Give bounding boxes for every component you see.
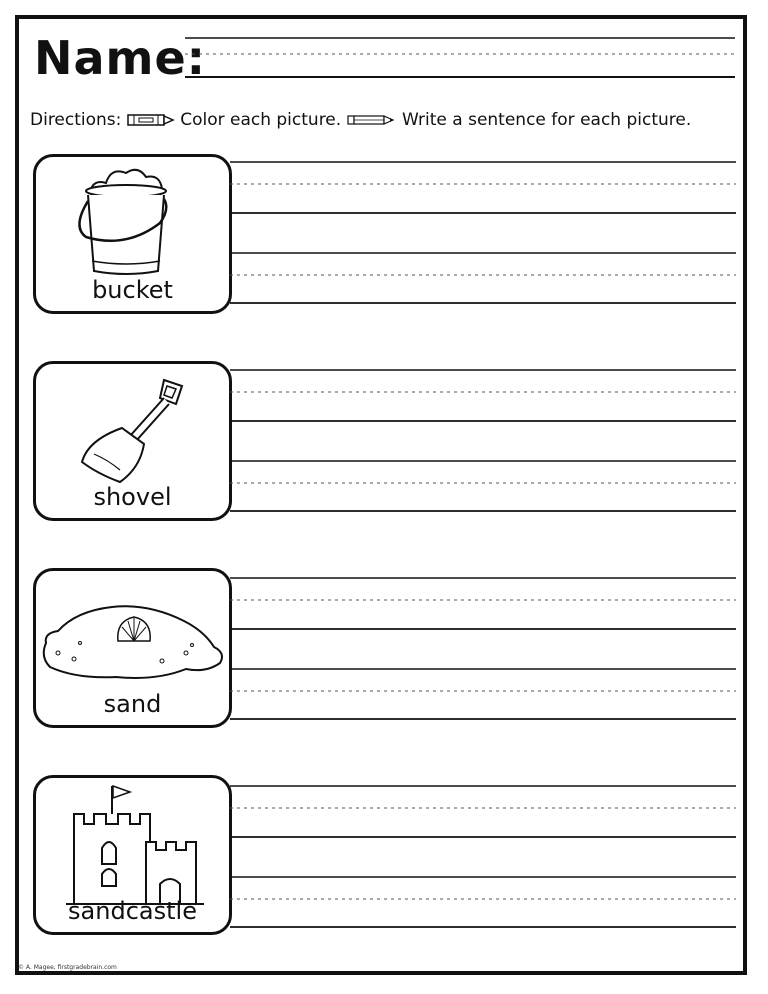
directions-label: Directions: xyxy=(30,110,122,130)
writing-lines-sand[interactable] xyxy=(230,568,736,728)
picture-card-bucket[interactable] xyxy=(33,154,232,314)
pencil-icon xyxy=(347,112,397,128)
writing-lines-bucket[interactable] xyxy=(230,152,736,312)
name-write-line[interactable] xyxy=(185,36,735,80)
name-label: Name: xyxy=(34,31,207,85)
writing-lines-sandcastle[interactable] xyxy=(230,776,736,936)
item-word: shovel xyxy=(93,483,172,511)
crayon-icon xyxy=(127,112,175,128)
directions xyxy=(30,108,691,132)
direction-step-color: Color each picture. xyxy=(180,110,342,130)
item-word: bucket xyxy=(92,276,173,304)
item-word: sand xyxy=(103,690,162,718)
item-word: sandcastle xyxy=(68,897,197,925)
picture-card-sand[interactable] xyxy=(33,568,232,728)
copyright-footer: © A. Magee, firstgradebrain.com xyxy=(18,964,117,971)
direction-step-write: Write a sentence for each picture. xyxy=(401,110,692,130)
picture-card-shovel[interactable] xyxy=(33,361,232,521)
writing-lines-shovel[interactable] xyxy=(230,360,736,520)
picture-card-sandcastle[interactable] xyxy=(33,775,232,935)
